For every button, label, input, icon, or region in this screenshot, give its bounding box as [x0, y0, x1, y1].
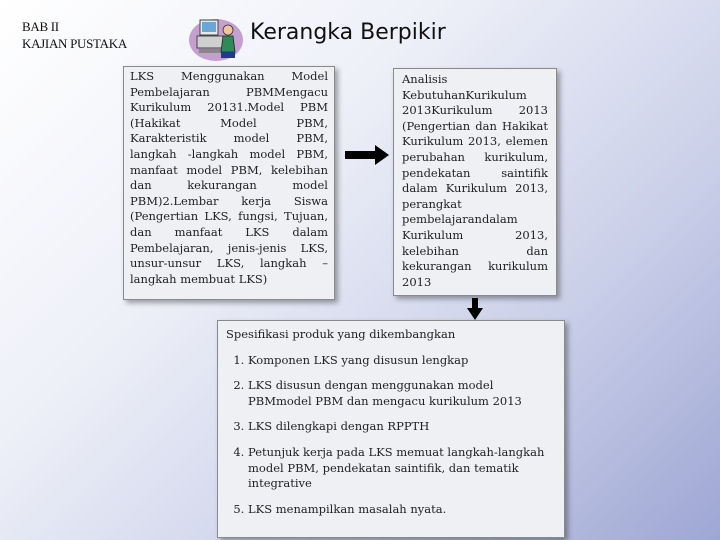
page-title: Kerangka Berpikir	[250, 20, 446, 45]
chapter-number: BAB II	[22, 19, 59, 34]
computer-user-icon	[188, 14, 244, 62]
theory-box: LKS Menggunakan Model Pembelajaran PBMMengacu Kurikulum 20131.Model PBM (Hakikat Model PBM, Karakteristik model PBM, langkah -langkah model PBM, manfaat model PBM, kelebihan dan kekurangan model PBM)2.Lembar kerja Siswa (Pengertian LKS, fungsi, Tujuan, dan manfaat LKS dalam Pembelajaran, jenis-jenis LKS, unsur-unsur LKS, langkah – langkah membuat LKS)	[123, 66, 335, 300]
needs-analysis-box: Analisis KebutuhanKurikulum 2013Kurikulum 2013 (Pengertian dan Hakikat Kurikulum 2013, elemen perubahan kurikulum, pendekatan saintifik dalam Kurikulum 2013, perangkat pembelajarandalam Kurikulum 2013, kelebihan dan kekurangan kurikulum 2013	[393, 68, 557, 296]
spec-list	[226, 353, 554, 518]
list-item: 2. LKS disusun dengan menggunakan model PBMmodel PBM dan mengacu kurikulum 2013	[248, 378, 554, 409]
down-arrow-icon	[467, 298, 483, 320]
list-item: 1. Komponen LKS yang disusun lengkap	[248, 353, 554, 369]
right-arrow-icon	[345, 145, 389, 165]
spec-heading: Spesifikasi produk yang dikembangkan	[226, 327, 456, 341]
product-spec-box	[217, 320, 565, 538]
list-item: 3. LKS dilengkapi dengan RPPTH	[248, 419, 554, 435]
list-item: 4. Petunjuk kerja pada LKS memuat langkah-langkah model PBM, pendekatan saintifik, dan tematik integrative	[248, 445, 554, 492]
chapter-heading	[22, 18, 127, 52]
chapter-name: KAJIAN PUSTAKA	[22, 36, 127, 51]
list-item: 5. LKS menampilkan masalah nyata.	[248, 502, 554, 518]
